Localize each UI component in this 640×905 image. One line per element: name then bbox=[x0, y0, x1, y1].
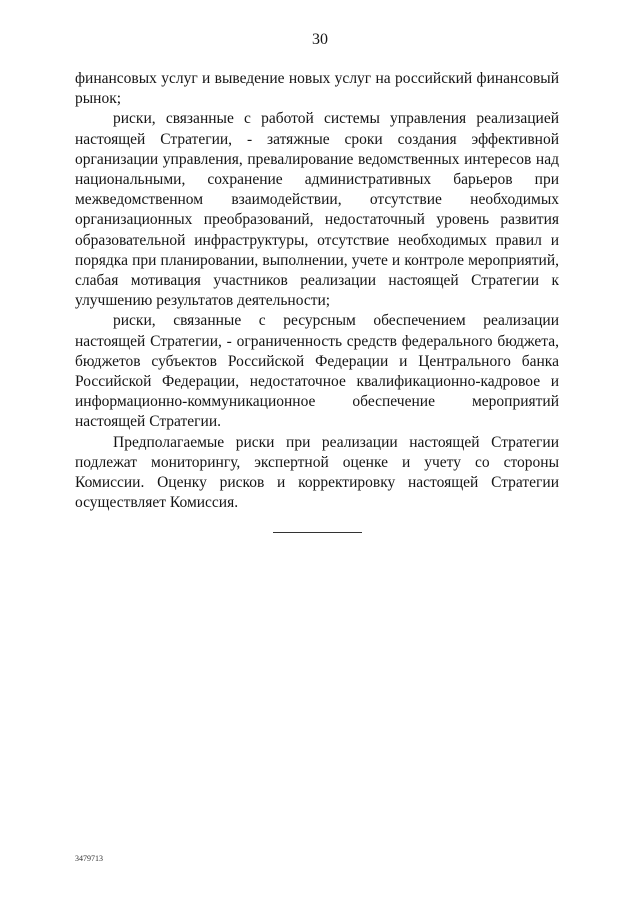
end-separator-line bbox=[273, 532, 362, 533]
body-paragraph-continuation: финансовых услуг и выведение новых услуг на российский финансовый рынок; bbox=[75, 70, 559, 108]
body-paragraph-monitoring: Предполагаемые риски при реализации настоящей Стратегии подлежат мониторингу, экспертной оценке и учету со стороны Комиссии. Оценку рисков и корректировку настоящей Стратегии осуществляет Комиссия. bbox=[75, 433, 559, 512]
page-number: 30 bbox=[312, 31, 328, 48]
document-code: 3479713 bbox=[75, 854, 103, 863]
body-paragraph-resource-risks: риски, связанные с ресурсным обеспечением реализации настоящей Стратегии, - ограниченность средств федерального бюджета, бюджетов субъектов Российской Федерации и Центрального банка Российской Федерации, недостаточное квалификационно-кадровое и информационно-коммуникационное обеспечение мероприятий настоящей Стратегии. bbox=[75, 312, 559, 431]
body-paragraph-management-risks: риски, связанные с работой системы управления реализацией настоящей Стратегии, - затяжные сроки создания эффективной организации управления, превалирование ведомственных интересов над национальными, сохранение административных барьеров при межведомственном взаимодействии, отсутствие необходимых организационных преобразований, недостаточный уровень развития образовательной инфраструктуры, отсутствие необходимых правил и порядка при планировании, выполнении, учете и контроле мероприятий, слабая мотивация участников реализации настоящей Стратегии к улучшению результатов деятельности; bbox=[75, 110, 559, 310]
document-body bbox=[75, 69, 559, 513]
